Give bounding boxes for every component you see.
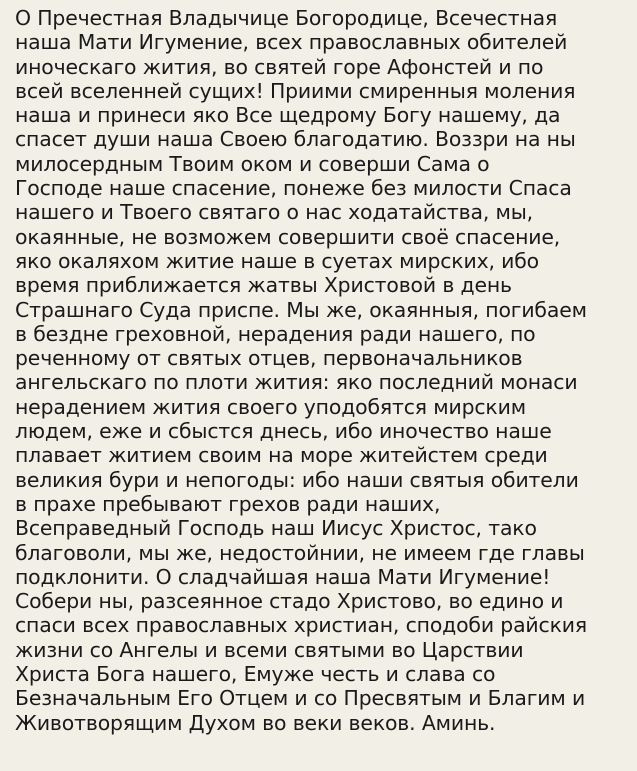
text-line: людем, еже и сбыстся днесь, ибо иночество наше: [15, 419, 552, 444]
text-line: Безначальным Его Отцем и со Пресвятым и Благим и: [15, 686, 586, 711]
text-line: Всеправедный Господь наш Иисус Христос, тако: [15, 516, 537, 541]
text-line: нерадением жития своего уподобятся мирским: [15, 394, 526, 419]
text-line: спасет души наша Своею благодатию. Воззри на ны: [15, 127, 576, 152]
text-line: ангельскаго по плоти жития: яко последний монаси: [15, 370, 578, 395]
text-line: окаянные, не возможем совершити своё спасение,: [15, 224, 561, 249]
text-line: в прахе пребывают грехов ради наших,: [15, 491, 441, 516]
text-line: время приближается жатвы Христовой в день: [15, 273, 512, 298]
text-line: яко окаляхом житие наше в суетах мирских, ибо: [15, 248, 540, 273]
text-line: милосердным Твоим оком и соверши Сама о: [15, 151, 490, 176]
text-line: Господе наше спасение, понеже без милости Спаса: [15, 176, 572, 201]
text-line: нашего и Твоего святаго о нас ходатайства, мы,: [15, 200, 533, 225]
text-line: великия бури и непогоды: ибо наши святыя обители: [15, 467, 579, 492]
text-line: плавает житием своим на море житейстем среди: [15, 443, 548, 468]
text-line: подклонити. О сладчайшая наша Мати Игумение!: [15, 564, 551, 589]
text-line: О Пречестная Владычице Богородице, Всечестная: [15, 6, 558, 30]
text-line: Собери ны, разсеянное стадо Христово, во едино и: [15, 589, 564, 614]
prayer-text: [15, 6, 629, 735]
text-line: иноческаго жития, во святей горе Афонстей и по: [15, 54, 544, 79]
text-line: всей вселенней сущих! Приими смиренныя моления: [15, 78, 576, 103]
text-line: жизни со Ангелы и всеми святыми во Царствии: [15, 637, 524, 662]
text-line: реченному от святых отцев, первоначальников: [15, 346, 523, 371]
text-line: Страшнаго Суда приспе. Мы же, окаянныя, погибаем: [15, 297, 587, 322]
text-line: Животворящим Духом во веки веков. Аминь.: [15, 710, 496, 735]
text-line: наша Мати Игумение, всех православных обителей: [15, 30, 568, 55]
text-line: наша и принеси яко Все щедрому Богу нашему, да: [15, 103, 561, 128]
text-line: в бездне греховной, нерадения ради нашего, по: [15, 321, 536, 346]
text-line: благоволи, мы же, недостойнии, не имеем где главы: [15, 540, 585, 565]
text-line: Христа Бога нашего, Емуже честь и слава со: [15, 662, 496, 687]
text-line: спаси всех православных христиан, сподоби райския: [15, 613, 587, 638]
